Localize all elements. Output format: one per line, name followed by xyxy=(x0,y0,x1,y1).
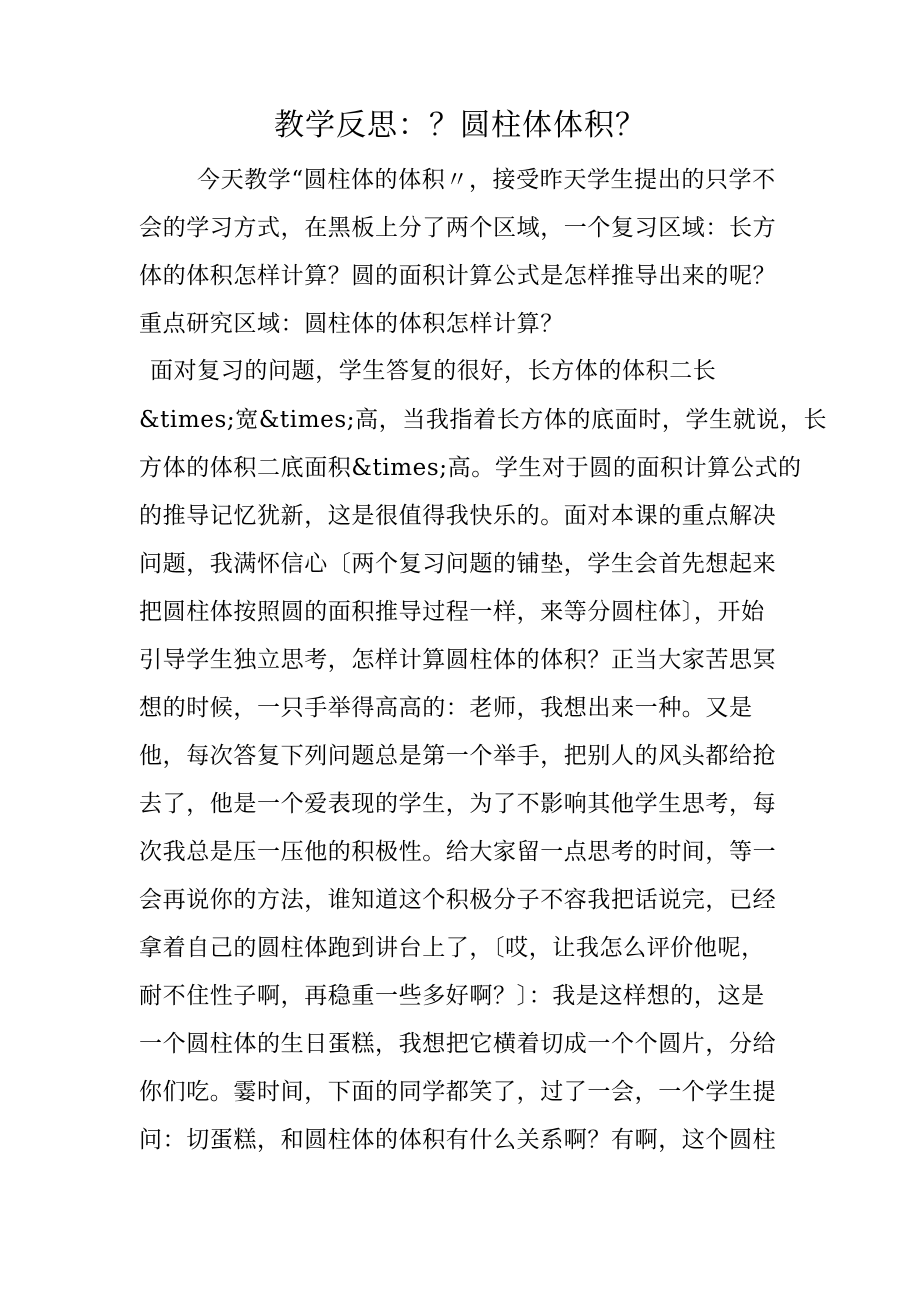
paragraph-line: &times;宽&times;高，当我指着长方体的底面时，学生就说，长 xyxy=(139,407,828,433)
page-title: 教学反思：？圆柱体体积？ xyxy=(274,108,646,143)
paragraph-line: 去了，他是一个爱表现的学生，为了不影响其他学生思考，每 xyxy=(139,791,777,817)
paragraph-line: 耐不住性子啊，再稳重一些多好啊？〕：我是这样想的，这是 xyxy=(139,983,765,1009)
paragraph-line: 你们吃。霎时间，下面的同学都笑了，过了一会，一个学生提 xyxy=(139,1079,777,1105)
paragraph-line: 想的时候，一只手举得高高的：老师，我想出来一种。又是 xyxy=(139,695,753,721)
paragraph-line: 问题，我满怀信心〔两个复习问题的铺垫，学生会首先想起来 xyxy=(139,551,777,577)
paragraph-line: 次我总是压一压他的积极性。给大家留一点思考的时间，等一 xyxy=(139,839,777,865)
paragraph-line: 方体的体积二底面积&times;高。学生对于圆的面积计算公式的 xyxy=(139,455,802,481)
paragraph-line: 一个圆柱体的生日蛋糕，我想把它横着切成一个个圆片，分给 xyxy=(139,1031,777,1057)
paragraph-line: 引导学生独立思考，怎样计算圆柱体的体积？正当大家苦思冥 xyxy=(139,647,777,673)
paragraph-line: 今天教学“圆柱体的体积〃，接受昨天学生提出的只学不 xyxy=(197,167,776,193)
paragraph-line: 的推导记忆犹新，这是很值得我快乐的。面对本课的重点解决 xyxy=(139,503,777,529)
paragraph-line: 拿着自己的圆柱体跑到讲台上了，〔哎，让我怎么评价他呢， xyxy=(139,935,765,961)
paragraph-line: 面对复习的问题，学生答复的很好，长方体的体积二长 xyxy=(150,358,717,384)
paragraph-line: 重点研究区域：圆柱体的体积怎样计算？ xyxy=(139,311,564,337)
paragraph-line: 把圆柱体按照圆的面积推导过程一样，来等分圆柱体〕，开始 xyxy=(139,599,765,625)
paragraph-line: 会再说你的方法，谁知道这个积极分子不容我把话说完，已经 xyxy=(139,887,777,913)
paragraph-line: 问：切蛋糕，和圆柱体的体积有什么关系啊？有啊，这个圆柱 xyxy=(139,1127,777,1153)
paragraph-line: 他，每次答复下列问题总是第一个举手，把别人的风头都给抢 xyxy=(139,743,777,769)
paragraph-line: 会的学习方式，在黑板上分了两个区域，一个复习区域：长方 xyxy=(139,215,777,241)
paragraph-line: 体的体积怎样计算？圆的面积计算公式是怎样推导出来的呢？ xyxy=(139,263,777,289)
